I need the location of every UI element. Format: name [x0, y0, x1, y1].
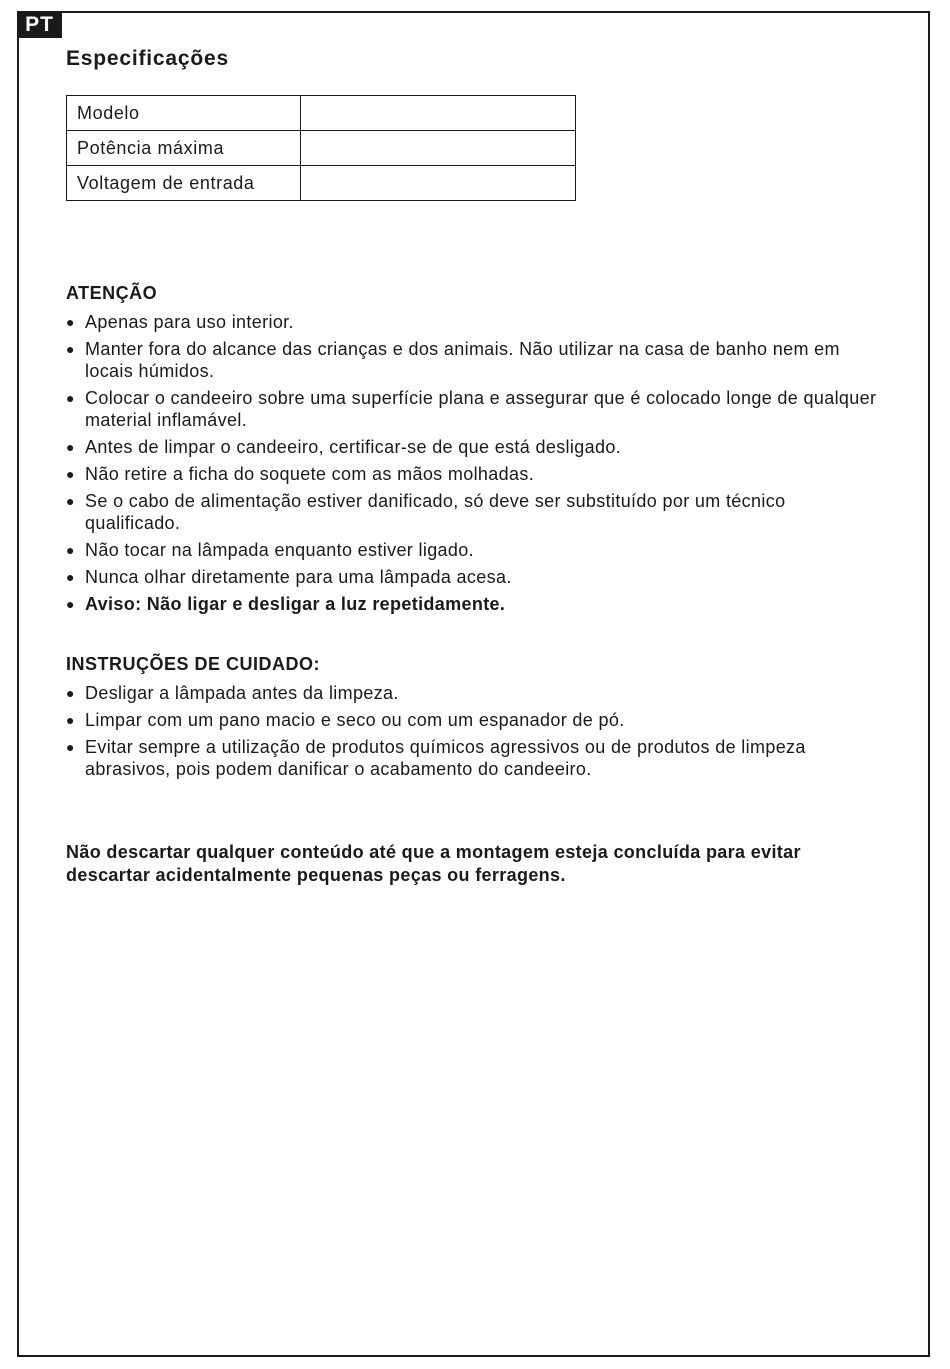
- bullet-icon: ●: [66, 596, 75, 612]
- care-item-text: Evitar sempre a utilização de produtos químicos agressivos ou de produtos de limpeza abrasivos, pois podem danificar o acabamento do candeeiro.: [85, 737, 806, 779]
- care-heading: INSTRUÇÕES DE CUIDADO:: [66, 654, 321, 674]
- spec-row-model: [67, 96, 576, 131]
- care-item-text: Desligar a lâmpada antes da limpeza.: [85, 683, 399, 703]
- attention-item-text: Não retire a ficha do soquete com as mãos molhadas.: [85, 464, 535, 484]
- attention-item-text: Não tocar na lâmpada enquanto estiver ligado.: [85, 540, 474, 560]
- bullet-icon: ●: [66, 341, 75, 357]
- language-badge: PT: [17, 11, 62, 38]
- bullet-icon: ●: [66, 493, 75, 509]
- specifications-title: Especificações: [66, 47, 229, 70]
- specifications-table: [66, 95, 576, 201]
- bullet-icon: ●: [66, 569, 75, 585]
- attention-warning-item: [66, 593, 886, 615]
- attention-heading: ATENÇÃO: [66, 283, 158, 303]
- attention-item-text: Antes de limpar o candeeiro, certificar-se de que está desligado.: [85, 437, 622, 457]
- care-item: [66, 736, 886, 780]
- bullet-icon: ●: [66, 390, 75, 406]
- attention-item-text: Aviso: Não ligar e desligar a luz repetidamente.: [85, 594, 506, 614]
- attention-item: [66, 566, 886, 588]
- care-item: [66, 682, 886, 704]
- spec-label-model: Modelo: [67, 96, 301, 131]
- bullet-icon: ●: [66, 439, 75, 455]
- care-item-text: Limpar com um pano macio e seco ou com um espanador de pó.: [85, 710, 625, 730]
- spec-label-max-power: Potência máxima: [67, 131, 301, 166]
- bullet-icon: ●: [66, 314, 75, 330]
- attention-item: [66, 490, 886, 534]
- spec-row-input-voltage: [67, 166, 576, 201]
- attention-item: [66, 311, 886, 333]
- bullet-icon: ●: [66, 542, 75, 558]
- attention-item: [66, 463, 886, 485]
- spec-value-input-voltage: [301, 166, 576, 201]
- spec-row-max-power: [67, 131, 576, 166]
- attention-item-text: Manter fora do alcance das crianças e dos animais. Não utilizar na casa de banho nem em locais húmidos.: [85, 339, 840, 381]
- care-item: [66, 709, 886, 731]
- attention-item: [66, 387, 886, 431]
- bullet-icon: ●: [66, 712, 75, 728]
- attention-item: [66, 338, 886, 382]
- spec-value-model: [301, 96, 576, 131]
- spec-label-input-voltage: Voltagem de entrada: [67, 166, 301, 201]
- disposal-note: Não descartar qualquer conteúdo até que a montagem esteja concluída para evitar descartar acidentalmente pequenas peças ou ferragens.: [66, 842, 801, 885]
- attention-item-text: Apenas para uso interior.: [85, 312, 294, 332]
- attention-item-text: Colocar o candeeiro sobre uma superfície plana e assegurar que é colocado longe de qualquer material inflamável.: [85, 388, 877, 430]
- bullet-icon: ●: [66, 739, 75, 755]
- care-list: [66, 682, 886, 785]
- attention-list: [66, 311, 886, 620]
- spec-value-max-power: [301, 131, 576, 166]
- attention-item: [66, 436, 886, 458]
- attention-item-text: Se o cabo de alimentação estiver danificado, só deve ser substituído por um técnico qualificado.: [85, 491, 786, 533]
- bullet-icon: ●: [66, 685, 75, 701]
- bullet-icon: ●: [66, 466, 75, 482]
- attention-item-text: Nunca olhar diretamente para uma lâmpada acesa.: [85, 567, 512, 587]
- attention-item: [66, 539, 886, 561]
